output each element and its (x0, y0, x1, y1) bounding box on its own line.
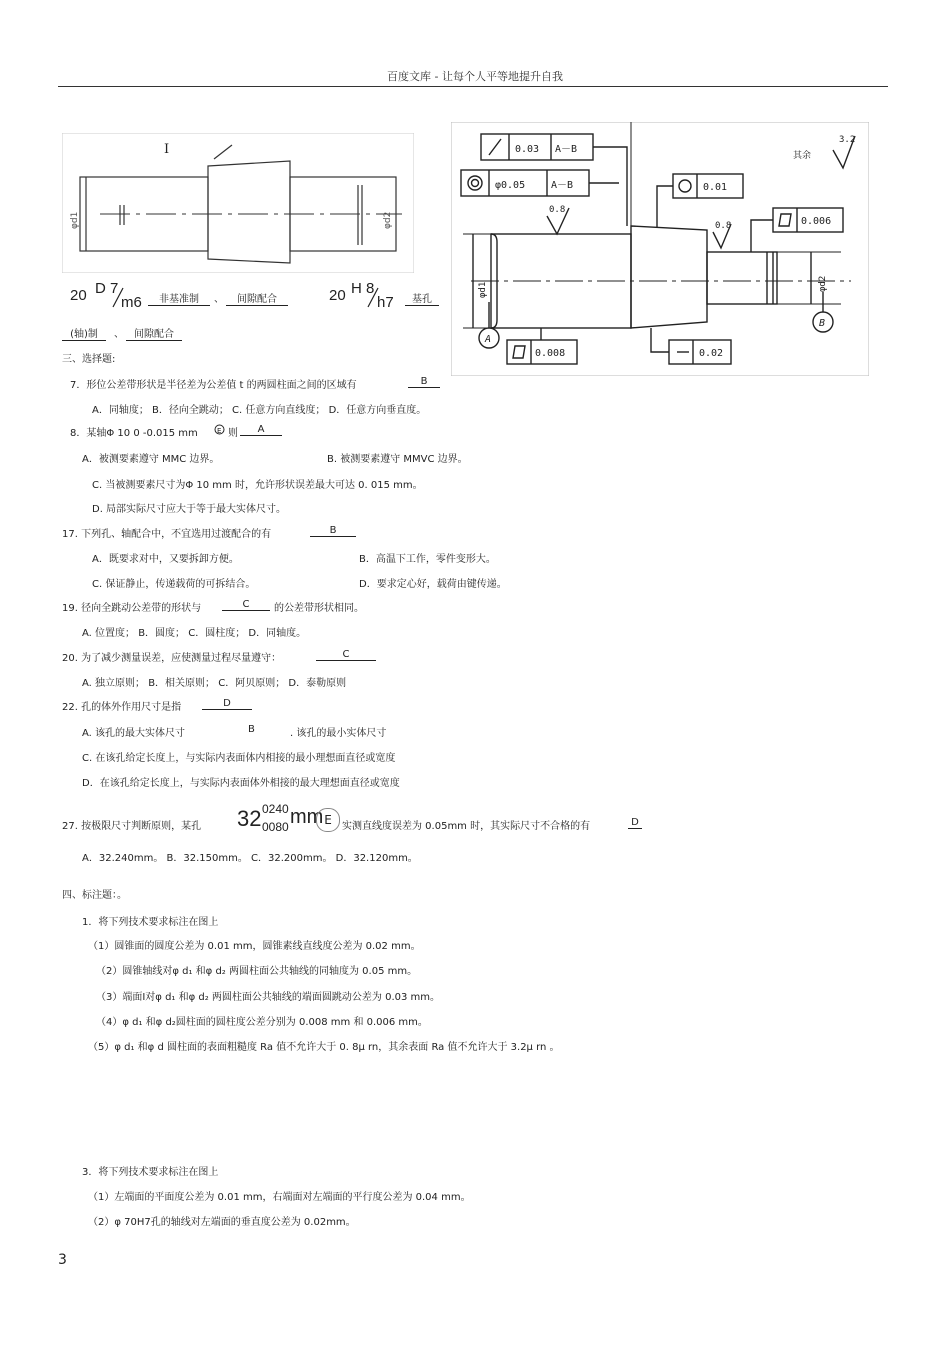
other-label: 其余 (793, 151, 812, 161)
q27-answer: D (628, 817, 642, 829)
q19-suffix: 的公差带形状相同。 (274, 603, 364, 614)
q22-text: 22. 孔的体外作用尺寸是指 (62, 702, 182, 713)
q22-option-b-letter: B (248, 724, 255, 735)
q8-option-d: D. 局部实际尺寸应大于等于最大实体尺寸。 (92, 504, 287, 515)
q27-options: A．32.240mm。 B．32.150mm。 C．32.200mm。 D．32.120mm。 (82, 853, 418, 864)
q17-text: 17. 下列孔、轴配合中，不宜选用过渡配合的有 (62, 529, 272, 540)
fit2-sep: 、 (114, 329, 124, 340)
q27-unit: mm (290, 806, 324, 828)
q19-options: A. 位置度； B．圆度； C．圆柱度； D．同轴度。 (82, 628, 307, 639)
task3-item-1: （1）左端面的平面度公差为 0.01 mm，右端面对左端面的平行度公差为 0.04 mm。 (88, 1192, 471, 1203)
roughness-2: 0.8 (715, 221, 732, 231)
task1-item-5: （5）φ d₁ 和φ d 圆柱面的表面粗糙度 Ra 值不允许大于 0. 8μ rn，其余表面 Ra 值不允许大于 3.2μ rn 。 (88, 1042, 560, 1053)
roughness-1: 0.8 (549, 205, 566, 215)
page-header: 百度文库 - 让每个人平等地提升自我 (387, 70, 563, 83)
q20-answer: C (316, 649, 376, 661)
task1-item-2: （2）圆锥轴线对φ d₁ 和φ d₂ 两圆柱面公共轴线的同轴度为 0.05 mm。 (96, 966, 418, 977)
envelope-e-icon: E (316, 808, 340, 832)
q22-option-d: D．在该孔给定长度上，与实际内表面体外相接的最大理想面直径或宽度 (82, 778, 400, 789)
fit2-answer1b: (轴)制 (62, 325, 106, 341)
label-i: I (164, 142, 170, 157)
q27-lower: 0080 (262, 820, 289, 834)
page-number: 3 (58, 1252, 67, 1268)
q17-option-b: B．高温下工作，零件变形大。 (359, 554, 496, 565)
dim-d1: φd1 (478, 281, 488, 298)
header-rule (58, 86, 888, 87)
q8-answer: A (240, 424, 282, 436)
q7-text: 7．形位公差带形状是半径差为公差值 t 的两圆柱面之间的区域有 (70, 380, 357, 391)
q27-base: 32 (237, 806, 262, 831)
task1-title: 1．将下列技术要求标注在图上 (82, 917, 219, 928)
fcf2-value: φ0.05 (495, 180, 526, 191)
fit1-num: D 7 (95, 280, 119, 297)
label-d1: φd1 (70, 211, 80, 229)
fcf6-value: 0.02 (699, 348, 724, 359)
q8-option-a: A．被测要素遵守 MMC 边界。 (82, 454, 220, 465)
section3-title: 三、选择题: (62, 354, 116, 365)
q8-option-c: C. 当被测要素尺寸为Φ 10 mm 时，允许形状误差最大可达 0. 015 mm。 (92, 480, 423, 491)
task1-item-4: （4）φ d₁ 和φ d₂圆柱面的圆柱度公差分别为 0.008 mm 和 0.006 mm。 (96, 1017, 428, 1028)
q20-options: A. 独立原则； B．相关原则； C．阿贝原则； D．泰勒原则 (82, 678, 347, 689)
q17-option-d: D．要求定心好，载荷由键传递。 (359, 579, 507, 590)
fcf4-value: 0.006 (801, 216, 832, 227)
fit2-base: 20 (329, 287, 346, 304)
q27-text: 27. 按极限尺寸判断原则，某孔 (62, 821, 202, 832)
shaft-figure-2 (451, 122, 869, 376)
task1-item-3: （3）端面Ⅰ对φ d₁ 和φ d₂ 两圆柱面公共轴线的端面圆跳动公差为 0.03 mm。 (96, 992, 441, 1003)
fcf1-ref: A－B (555, 144, 578, 155)
fit2-answer1: 基孔 (405, 290, 439, 306)
dim-d2: φd2 (818, 275, 828, 292)
q19-answer: C (222, 599, 270, 611)
q27-upper: 0240 (262, 802, 289, 816)
q17-option-c: C. 保证静止，传递载荷的可拆结合。 (92, 579, 256, 590)
q22-option-c: C. 在该孔给定长度上，与实际内表面体内相接的最小理想面直径或宽度 (82, 753, 396, 764)
section4-title: 四、标注题：。 (62, 890, 127, 901)
q7-answer: B (408, 376, 440, 388)
q8-option-b: B. 被测要素遵守 MMVC 边界。 (327, 454, 468, 465)
q8-suffix: 则 (228, 428, 238, 439)
roughness-other: 3.2 (839, 135, 856, 145)
datum-b: B (819, 318, 826, 329)
task3-title: 3．将下列技术要求标注在图上 (82, 1167, 219, 1178)
q17-option-a: A．既要求对中，又要拆卸方便。 (92, 554, 239, 565)
q22-option-a: A. 该孔的最大实体尺寸 (82, 728, 186, 739)
shaft-figure-1 (62, 133, 414, 273)
svg-text:E: E (217, 427, 222, 435)
q19-text: 19. 径向全跳动公差带的形状与 (62, 603, 202, 614)
q7-options: A．同轴度； B．径向全跳动； C. 任意方向直线度； D．任意方向垂直度。 (92, 405, 427, 416)
task1-item-1: （1）圆锥面的圆度公差为 0.01 mm，圆锥素线直线度公差为 0.02 mm。 (88, 941, 421, 952)
fit1-den: m6 (121, 294, 142, 311)
envelope-icon (214, 424, 225, 438)
fit2-den: h7 (377, 294, 394, 311)
fit2-answer2: 间隙配合 (126, 325, 182, 341)
fit2-num: H 8 (351, 280, 375, 297)
q17-answer: B (310, 525, 356, 537)
q22-answer: D (202, 698, 252, 710)
q22-option-b: . 该孔的最小实体尺寸 (290, 728, 387, 739)
fcf2-ref: A－B (551, 180, 574, 191)
fcf1-value: 0.03 (515, 144, 540, 155)
fit1-answer1: 非基准制 (148, 290, 210, 306)
label-d2: φd2 (383, 211, 393, 229)
fit1-sep: 、 (214, 294, 224, 305)
datum-a: A (485, 334, 492, 345)
fcf5-value: 0.008 (535, 348, 566, 359)
task3-item-2: （2）φ 70H7孔的轴线对左端面的垂直度公差为 0.02mm。 (88, 1217, 356, 1228)
q8-text: 8．某轴Φ 10 0 -0.015 mm (70, 428, 198, 439)
fit1-base: 20 (70, 287, 87, 304)
fcf3-value: 0.01 (703, 182, 728, 193)
fit1-answer2: 间隙配合 (226, 290, 288, 306)
q27-rest: 实测直线度误差为 0.05mm 时，其实际尺寸不合格的有 (342, 821, 591, 832)
q20-text: 20. 为了减少测量误差，应使测量过程尽量遵守： (62, 653, 282, 664)
